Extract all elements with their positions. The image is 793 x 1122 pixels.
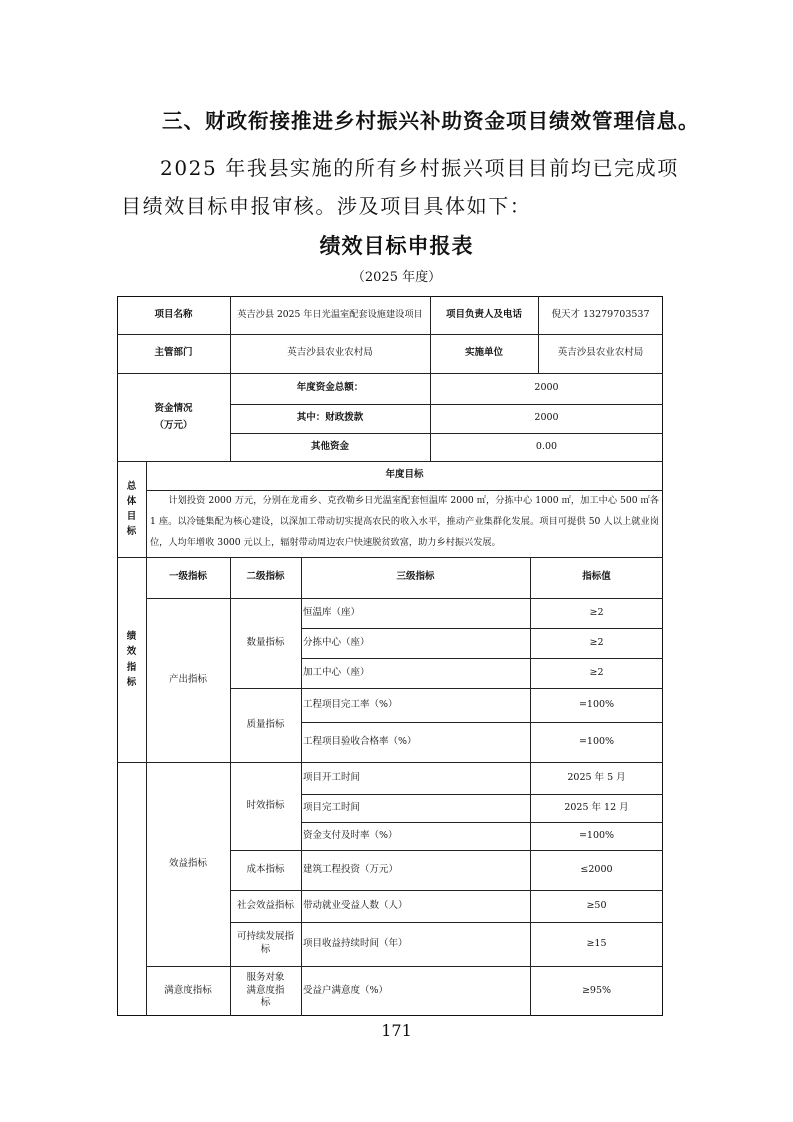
table-title: 绩效目标申报表: [319, 234, 474, 258]
indicator-name: 项目完工时间: [303, 801, 361, 813]
intro-paragraph-line-2: 目绩效目标申报审核。涉及项目具体如下：: [121, 194, 532, 218]
level1-satisfaction: 满意度指标: [164, 984, 212, 996]
indicator-value: =100%: [578, 829, 615, 841]
indicator-name: 工程项目完工率（%）: [303, 698, 398, 710]
header-level3: 三级指标: [396, 571, 435, 583]
funds-fiscal-value: 2000: [534, 412, 559, 424]
indicator-value: ≥2: [589, 636, 604, 648]
indicator-name: 工程项目验收合格率（%）: [303, 735, 417, 747]
annual-goal-text: 计划投资 2000 万元，分别在龙甫乡、克孜勒乡日光温室配套恒温库 2000 ㎡，分拣中心 1000 ㎡，加工中心 500 ㎡各 1 座。以冷链集配为核心建设，以深加工带动切实提高农民的收入水平，推动产业集群化发展。项目可提供 50 人以上就业岗位，人均年增收 3000 元以上，辐射带动周边农户快速脱贫致富，助力乡村振兴发展。: [150, 495, 659, 548]
indicator-name: 分拣中心（座）: [303, 636, 370, 648]
header-value: 指标值: [582, 571, 611, 583]
indicator-value: ≥2: [589, 606, 604, 618]
indicator-value: =100%: [578, 735, 615, 747]
funds-other-label: 其他资金: [310, 440, 349, 452]
unit-label: 实施单位: [464, 347, 503, 359]
indicator-name: 建筑工程投资（万元）: [303, 863, 399, 875]
dept-value: 英吉沙县农业农村局: [287, 347, 373, 359]
level1-output: 产出指标: [168, 673, 207, 685]
indicator-name: 资金支付及时率（%）: [303, 829, 398, 841]
indicator-name: 加工中心（座）: [303, 666, 370, 678]
project-name-label: 项目名称: [154, 308, 193, 320]
performance-goal-table: [117, 296, 663, 1016]
intro-paragraph-line-1: 2025 年我县实施的所有乡村振兴项目目前均已完成项: [160, 156, 679, 180]
funds-label: 资金情况 （万元）: [154, 402, 193, 431]
indicator-value: =100%: [578, 698, 615, 710]
dept-label: 主管部门: [154, 347, 193, 359]
indicator-value: ≥15: [586, 937, 607, 949]
table-year: （2025 年度）: [351, 270, 442, 285]
annual-goal-header: 年度目标: [385, 469, 424, 481]
funds-fiscal-label: 其中：财政拨款: [296, 412, 364, 424]
level2-cost: 成本指标: [246, 863, 285, 875]
project-owner-label: 项目负责人及电话: [445, 308, 522, 320]
indicator-value: ≥2: [589, 666, 604, 678]
level2-quantity: 数量指标: [246, 636, 285, 648]
indicator-value: ≥95%: [581, 984, 612, 996]
header-level1: 一级指标: [168, 571, 207, 583]
indicator-name: 受益户满意度（%）: [303, 984, 389, 996]
section-heading: 三、财政衔接推进乡村振兴补助资金项目绩效管理信息。: [162, 109, 700, 133]
indicator-value: ≤2000: [580, 863, 613, 875]
unit-value: 英吉沙县农业农村局: [557, 347, 644, 359]
overall-goal-side-label: 总体目标: [126, 480, 137, 538]
indicator-name: 项目收益持续时间（年）: [303, 937, 408, 949]
indicators-side-label: 绩效指标: [126, 631, 137, 688]
indicator-value: ≥50: [586, 899, 607, 911]
funds-total-label: 年度资金总额：: [296, 382, 364, 394]
page-number: 171: [381, 1021, 412, 1040]
indicator-value: 2025 年 5 月: [567, 771, 626, 783]
project-name-value: 英吉沙县 2025 年日光温室配套设施建设项目: [237, 308, 423, 320]
level1-benefit: 效益指标: [168, 857, 207, 869]
level2-social: 社会效益指标: [236, 899, 294, 911]
indicator-name: 带动就业受益人数（人）: [303, 899, 408, 911]
funds-other-value: 0.00: [535, 440, 558, 452]
indicator-name: 项目开工时间: [303, 771, 361, 783]
indicator-name: 恒温库（座）: [303, 606, 361, 618]
funds-total-value: 2000: [534, 382, 559, 394]
level2-service: 服务对象满意度指标: [246, 971, 285, 1009]
indicator-value: 2025 年 12 月: [564, 801, 629, 813]
level2-timeliness: 时效指标: [246, 799, 285, 811]
level2-quality: 质量指标: [246, 718, 285, 730]
header-level2: 二级指标: [246, 571, 285, 583]
level2-sustainable: 可持续发展指标: [236, 931, 294, 955]
project-owner-value: 倪天才 13279703537: [551, 308, 650, 320]
